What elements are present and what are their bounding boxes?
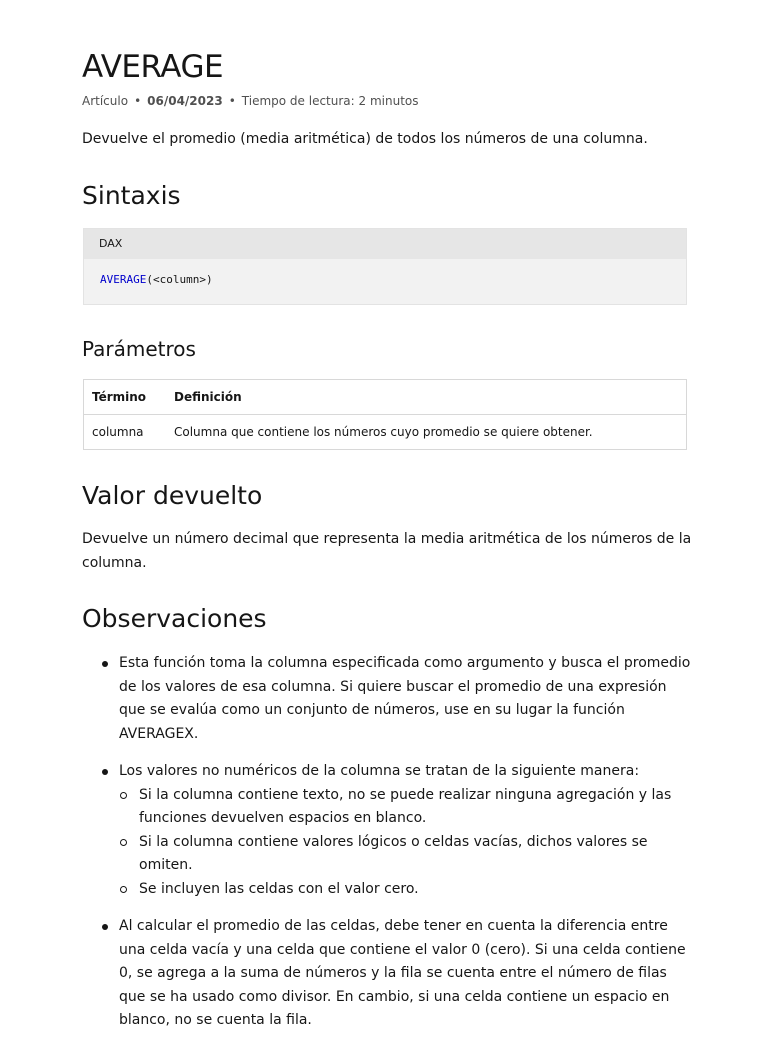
table-header-row (84, 380, 687, 415)
remark-text: Al calcular el promedio de las celdas, debe tener en cuenta la diferencia entre una celda vacía y una celda que contiene el valor 0 (cero). Si una celda contiene 0, se agrega a la suma de números y la fila se cuenta entre el número de filas que se ha usado como divisor. En cambio, si una celda contiene un espacio en blanco, no se cuenta la fila. (119, 918, 686, 1028)
intro-paragraph: Devuelve el promedio (media aritmética) de todos los números de una columna. (82, 131, 648, 147)
list-item (82, 915, 692, 1033)
remarks-heading: Observaciones (82, 604, 267, 633)
remark-sublist (119, 784, 692, 902)
remark-text: Los valores no numéricos de la columna se tratan de la siguiente manera: (119, 763, 640, 779)
list-item (82, 760, 692, 901)
article-type: Artículo (82, 94, 129, 108)
return-value-heading: Valor devuelto (82, 481, 263, 510)
reading-time: Tiempo de lectura: 2 minutos (241, 94, 419, 108)
article-metadata (82, 92, 419, 110)
code-function-name: AVERAGE (100, 273, 147, 286)
syntax-heading: Sintaxis (82, 181, 181, 210)
sub-list-item: Si la columna contiene valores lógicos o celdas vacías, dichos valores se omiten. (119, 831, 692, 878)
column-header-definition: Definición (166, 380, 687, 415)
list-item (82, 652, 692, 746)
meta-separator: • (134, 94, 142, 108)
param-definition: Columna que contiene los números cuyo promedio se quiere obtener. (166, 415, 687, 450)
code-arguments: (<column>) (146, 273, 213, 286)
code-language-label: DAX (84, 229, 686, 259)
article-date: 06/04/2023 (147, 94, 223, 108)
column-header-term: Término (84, 380, 167, 415)
remark-text: Esta función toma la columna especificada como argumento y busca el promedio de los valores de esa columna. Si quiere buscar el promedio de una expresión que se evalúa como un conjunto de números, use en su lugar la función AVERAGEX. (119, 655, 691, 742)
code-content[interactable] (84, 259, 686, 289)
page-title: AVERAGE (82, 49, 224, 85)
sub-list-item: Se incluyen las celdas con el valor cero. (119, 878, 692, 902)
meta-separator: • (228, 94, 236, 108)
sub-list-item: Si la columna contiene texto, no se puede realizar ninguna agregación y las funciones devuelven espacios en blanco. (119, 784, 692, 831)
parameters-heading: Parámetros (82, 337, 196, 361)
param-term: columna (84, 415, 167, 450)
table-row (84, 415, 687, 450)
return-value-paragraph: Devuelve un número decimal que representa la media aritmética de los números de la columna. (82, 531, 692, 571)
remarks-list (82, 652, 692, 1047)
parameters-table (83, 379, 687, 450)
code-block (83, 228, 687, 305)
